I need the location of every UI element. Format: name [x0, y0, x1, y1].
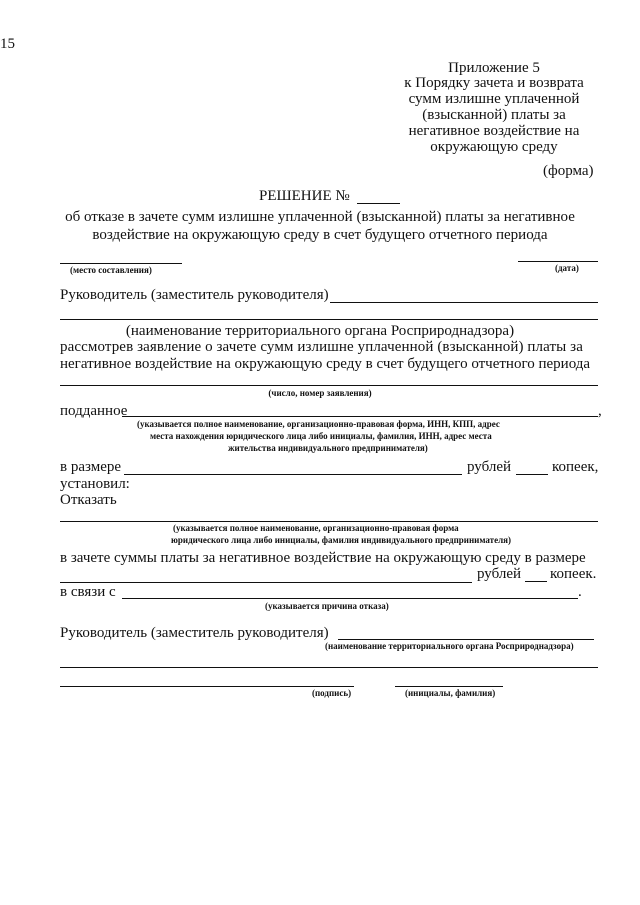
- organ-caption-small: (наименование территориального органа Росприроднадзора): [325, 641, 574, 651]
- refuse-label: Отказать: [60, 492, 117, 508]
- appendix-line: негативное воздействие на: [408, 123, 580, 139]
- period: .: [578, 584, 582, 600]
- payer-caption: места нахождения юридического лица либо инициалы, фамилия, ИНН, адрес места: [150, 431, 492, 441]
- reason-caption: (указывается причина отказа): [265, 601, 389, 611]
- appendix-line: к Порядку зачета и возврата: [404, 75, 584, 91]
- initials-caption: (инициалы, фамилия): [405, 688, 496, 698]
- kop-label: копеек.: [550, 566, 597, 582]
- appendix-line: сумм излишне уплаченной: [408, 91, 580, 107]
- head2-organ-line[interactable]: [338, 639, 594, 640]
- signature-caption: (подпись): [312, 688, 352, 698]
- head-name-line[interactable]: [330, 302, 598, 303]
- reason-line[interactable]: [122, 598, 578, 599]
- submitted-label: подданное: [60, 403, 128, 419]
- signature-line[interactable]: [60, 686, 354, 687]
- comma: ,: [598, 403, 602, 419]
- offset-kop-line[interactable]: [525, 581, 547, 582]
- subtitle-line: об отказе в зачете сумм излишне уплаченной (взысканной) платы за негативное: [65, 209, 575, 225]
- organ2-line[interactable]: [60, 667, 598, 668]
- rub-label: рублей: [467, 459, 512, 475]
- page-number: 15: [0, 36, 15, 52]
- payer2-caption: юридического лица либо инициалы, фамилия индивидуального предпринимателя): [171, 535, 511, 545]
- decision-number-line[interactable]: [357, 203, 400, 204]
- date-line[interactable]: [518, 261, 598, 262]
- head2-label: Руководитель (заместитель руководителя): [60, 625, 329, 641]
- amount-kop-line[interactable]: [516, 474, 548, 475]
- application-caption: (число, номер заявления): [268, 388, 372, 398]
- considered-line: негативное воздействие на окружающую среду в счет будущего отчетного периода: [60, 356, 591, 372]
- amount-rub-line[interactable]: [124, 474, 462, 475]
- payer-caption: (указывается полное наименование, организационно-правовая форма, ИНН, КПП, адрес: [137, 419, 500, 429]
- amount-label: в размере: [60, 459, 122, 475]
- subtitle-line: воздействие на окружающую среду в счет будущего отчетного периода: [92, 227, 548, 243]
- appendix-line: окружающую среду: [430, 139, 558, 155]
- place-line[interactable]: [60, 263, 182, 264]
- payer-caption: жительства индивидуального предпринимателя): [228, 443, 428, 453]
- payer2-caption: (указывается полное наименование, организационно-правовая форма: [173, 523, 459, 533]
- form-label: (форма): [543, 163, 594, 179]
- established-label: установил:: [60, 476, 130, 492]
- organ-caption: (наименование территориального органа Росприроднадзора): [125, 323, 515, 339]
- due-to-label: в связи с: [60, 584, 116, 600]
- offset-line: в зачете суммы платы за негативное воздействие на окружающую среду в размере: [60, 550, 586, 566]
- decision-title: РЕШЕНИЕ №: [259, 188, 350, 204]
- payer2-line[interactable]: [60, 521, 598, 522]
- appendix-line: Приложение 5: [448, 60, 540, 76]
- place-caption: (место составления): [70, 265, 152, 275]
- organ-line[interactable]: [60, 319, 598, 320]
- offset-rub-line[interactable]: [60, 582, 472, 583]
- initials-line[interactable]: [395, 686, 503, 687]
- application-line[interactable]: [60, 385, 598, 386]
- head-label: Руководитель (заместитель руководителя): [60, 287, 329, 303]
- kop-label: копеек,: [552, 459, 599, 475]
- date-caption: (дата): [555, 263, 579, 273]
- rub-label: рублей: [477, 566, 522, 582]
- considered-line: рассмотрев заявление о зачете сумм излишне уплаченной (взысканной) платы за: [60, 339, 583, 355]
- appendix-line: (взысканной) платы за: [422, 107, 566, 123]
- payer-line[interactable]: [122, 416, 598, 417]
